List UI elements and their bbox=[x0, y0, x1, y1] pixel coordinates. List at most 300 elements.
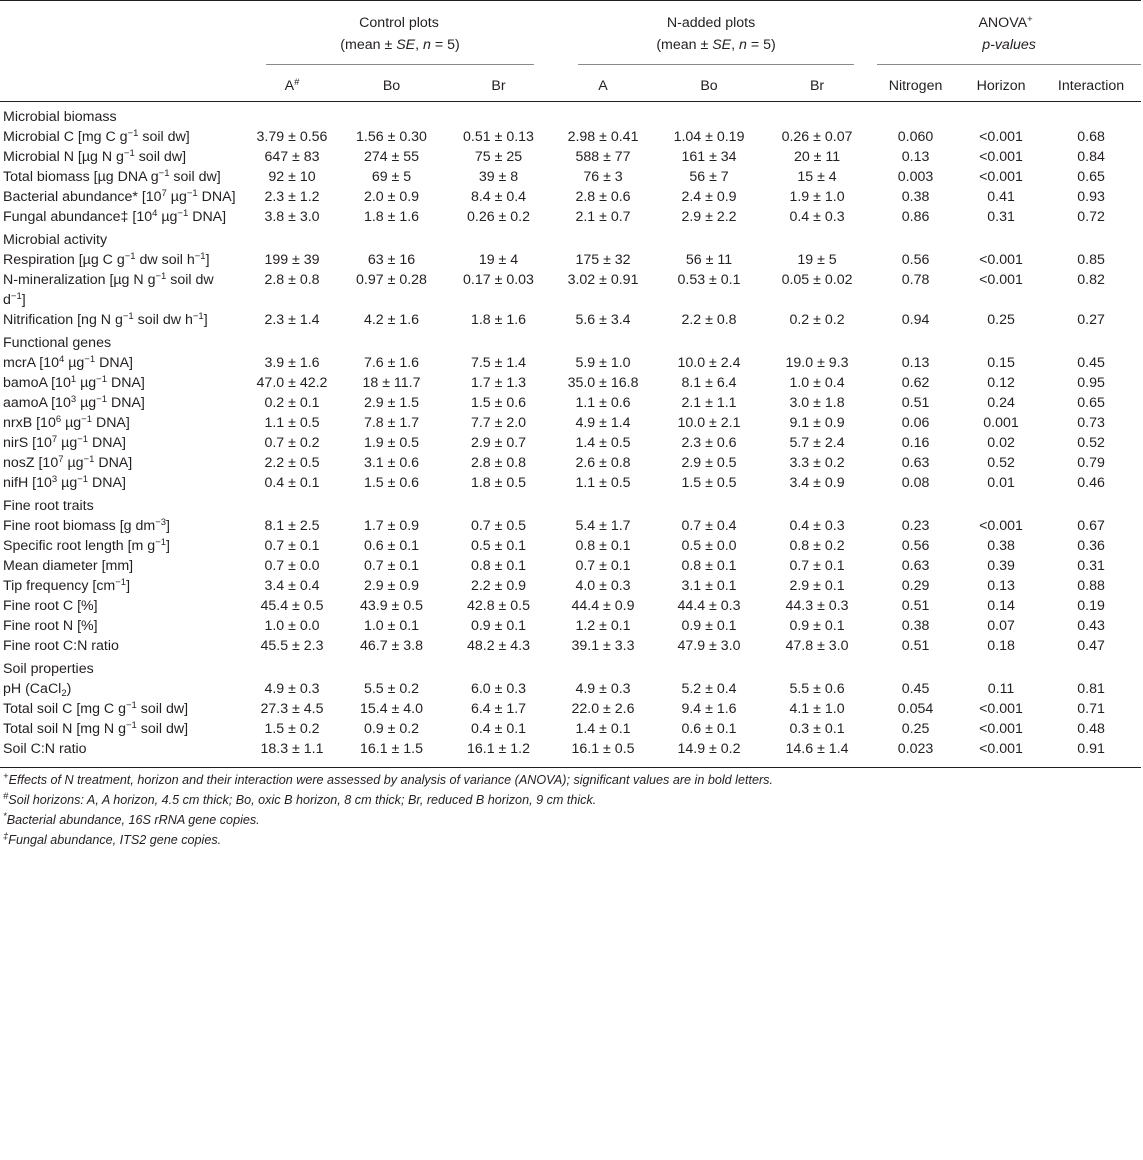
table-cell: 0.4 ± 0.1 bbox=[470, 721, 527, 737]
table-cell: 0.39 bbox=[987, 558, 1015, 574]
table-cell: 0.9 ± 0.1 bbox=[681, 618, 737, 634]
section-title: Microbial activity bbox=[3, 232, 108, 248]
table-cell: 1.2 ± 0.1 bbox=[575, 618, 631, 634]
table-cell: 2.9 ± 0.1 bbox=[789, 578, 845, 594]
table-cell: 47.9 ± 3.0 bbox=[677, 638, 741, 654]
control-sub: (mean ± SE, n = 5) bbox=[266, 34, 534, 65]
table-cell: 16.1 ± 0.5 bbox=[552, 739, 654, 768]
table-cell: 0.85 bbox=[1077, 252, 1105, 268]
table-cell: 0.65 bbox=[1077, 395, 1105, 411]
table-cell: 0.4 ± 0.3 bbox=[789, 209, 845, 225]
row-label: nifH [$10^3$ µg$^{-1}$ DNA] bbox=[3, 474, 126, 491]
table-cell: 2.1 ± 0.7 bbox=[575, 209, 631, 225]
table-cell: 4.9 ± 0.3 bbox=[575, 681, 631, 697]
row-label: Microbial C [mg C $g^{-1}$ soil dw] bbox=[3, 128, 190, 145]
table-cell: 0.003 bbox=[897, 169, 934, 185]
table-cell: 0.18 bbox=[987, 638, 1015, 654]
table-cell: 0.2 ± 0.2 bbox=[789, 312, 845, 328]
table-cell: 0.17 ± 0.03 bbox=[463, 272, 534, 288]
table-row bbox=[0, 699, 1141, 719]
row-label: Nitrification [ng N $g^{-1}$ soil dw $h^{-1}$] bbox=[3, 311, 208, 328]
table-cell: 43.9 ± 0.5 bbox=[359, 598, 423, 614]
column-header-label: Bo bbox=[700, 78, 718, 94]
table-cell: 47.8 ± 3.0 bbox=[785, 638, 849, 654]
table-cell: 45.4 ± 0.5 bbox=[260, 598, 324, 614]
table-cell: <0.001 bbox=[979, 169, 1023, 185]
table-cell: 161 ± 34 bbox=[681, 149, 737, 165]
table-cell: 0.19 bbox=[1077, 598, 1105, 614]
table-body bbox=[0, 102, 1141, 768]
table-cell: 0.51 ± 0.13 bbox=[463, 129, 534, 145]
table-cell: 18 ± 11.7 bbox=[362, 375, 421, 391]
nadded-title: N-added plots bbox=[666, 15, 756, 31]
table-cell: 0.94 bbox=[901, 312, 930, 328]
table-cell: 0.71 bbox=[1077, 701, 1105, 717]
table-cell: 2.98 ± 0.41 bbox=[567, 129, 639, 145]
table-cell: 2.8 ± 0.8 bbox=[264, 272, 320, 288]
table-cell: 0.65 bbox=[1077, 169, 1105, 185]
row-label: bamoA [$10^1$ µg$^{-1}$ DNA] bbox=[3, 374, 145, 391]
column-header-br-control bbox=[445, 71, 552, 102]
table-cell: 56 ± 7 bbox=[689, 169, 729, 185]
table-cell: 0.97 ± 0.28 bbox=[356, 272, 427, 288]
table-cell: 3.0 ± 1.8 bbox=[789, 395, 845, 411]
table-cell: 0.9 ± 0.2 bbox=[363, 721, 420, 737]
table-cell: 0.8 ± 0.2 bbox=[789, 538, 845, 554]
table-cell: 0.51 bbox=[901, 598, 930, 614]
table-cell: 44.3 ± 0.3 bbox=[785, 598, 849, 614]
table-cell: 2.9 ± 0.5 bbox=[681, 455, 737, 471]
table-cell: 175 ± 32 bbox=[575, 252, 631, 268]
table-cell: <0.001 bbox=[979, 149, 1023, 165]
table-cell: 7.8 ± 1.7 bbox=[363, 415, 420, 431]
table-cell: 5.9 ± 1.0 bbox=[575, 355, 631, 371]
table-cell: 19 ± 4 bbox=[478, 252, 519, 268]
table-cell: 47.0 ± 42.2 bbox=[256, 375, 328, 391]
table-cell: 15.4 ± 4.0 bbox=[359, 701, 423, 717]
row-label: Fine root C [%] bbox=[3, 598, 98, 614]
column-header-label: Nitrogen bbox=[888, 78, 943, 94]
section-title: Microbial biomass bbox=[3, 109, 117, 125]
footnote bbox=[3, 790, 1143, 810]
table-cell: 0.38 bbox=[987, 538, 1015, 554]
table-cell: 0.7 ± 0.1 bbox=[363, 558, 420, 574]
table-cell: <0.001 bbox=[979, 721, 1023, 737]
table-cell: 1.0 ± 0.1 bbox=[363, 618, 420, 634]
table-cell: 0.46 bbox=[1077, 475, 1105, 491]
section-header bbox=[0, 656, 1141, 679]
table-cell: 22.0 ± 2.6 bbox=[571, 701, 635, 717]
column-header-label: Horizon bbox=[976, 78, 1026, 94]
table-cell: 1.8 ± 1.6 bbox=[470, 312, 527, 328]
row-label: Fine root N [%] bbox=[3, 618, 98, 634]
table-row bbox=[0, 556, 1141, 576]
row-label: aamoA [$10^3$ µg$^{-1}$ DNA] bbox=[3, 394, 145, 411]
row-label: Mean diameter [mm] bbox=[3, 558, 134, 574]
table-cell: 2.3 ± 1.2 bbox=[264, 189, 320, 205]
table-cell: 7.5 ± 1.4 bbox=[470, 355, 527, 371]
row-label: Respiration [µg C $g^{-1}$ dw soil $h^{-1}$] bbox=[3, 251, 210, 268]
column-header-label: A bbox=[284, 78, 295, 94]
table-cell: 0.51 bbox=[901, 638, 930, 654]
table-cell: 0.7 ± 0.1 bbox=[575, 558, 631, 574]
footnote bbox=[3, 830, 1143, 850]
table-cell: 0.9 ± 0.1 bbox=[789, 618, 845, 634]
table-cell: 8.4 ± 0.4 bbox=[470, 189, 527, 205]
table-cell: 5.5 ± 0.6 bbox=[789, 681, 845, 697]
control-title: Control plots bbox=[359, 15, 439, 31]
column-header-label: A bbox=[598, 78, 608, 94]
table-cell: 274 ± 55 bbox=[363, 149, 420, 165]
table-cell: 1.1 ± 0.5 bbox=[575, 475, 631, 491]
table-cell: 0.72 bbox=[1077, 209, 1105, 225]
table-row bbox=[0, 373, 1141, 393]
table-cell: 44.4 ± 0.9 bbox=[571, 598, 635, 614]
table-cell: 647 ± 83 bbox=[264, 149, 320, 165]
column-header-horizon bbox=[961, 71, 1041, 102]
table-cell: 0.41 bbox=[987, 189, 1015, 205]
table-cell: 0.63 bbox=[901, 455, 930, 471]
table-row bbox=[0, 596, 1141, 616]
table-cell: 0.8 ± 0.1 bbox=[681, 558, 737, 574]
table-cell: 5.2 ± 0.4 bbox=[681, 681, 737, 697]
table-cell: 4.1 ± 1.0 bbox=[789, 701, 845, 717]
table-cell: 1.1 ± 0.5 bbox=[264, 415, 320, 431]
table-cell: 0.79 bbox=[1077, 455, 1105, 471]
row-label: mcrA [$10^4$ µg$^{-1}$ DNA] bbox=[3, 354, 133, 371]
table-cell: 1.5 ± 0.2 bbox=[264, 721, 320, 737]
table-cell: <0.001 bbox=[979, 252, 1023, 268]
table-cell: 0.84 bbox=[1077, 149, 1105, 165]
table-cell: 0.31 bbox=[987, 209, 1015, 225]
table-row bbox=[0, 739, 1141, 768]
table-cell: 0.63 bbox=[901, 558, 930, 574]
footnote-text: Bacterial abundance, 16S rRNA gene copies. bbox=[6, 813, 260, 827]
column-header-bo-nadded bbox=[654, 71, 764, 102]
footnote-text: Soil horizons: A, A horizon, 4.5 cm thick; Bo, oxic B horizon, 8 cm thick; Br, reduced B horizon, 9 cm thick. bbox=[8, 793, 597, 807]
table-cell: 0.3 ± 0.1 bbox=[789, 721, 845, 737]
table-cell: <0.001 bbox=[961, 739, 1041, 768]
table-cell: 0.68 bbox=[1077, 129, 1105, 145]
table-cell: 3.9 ± 1.6 bbox=[264, 355, 320, 371]
table-cell: 1.04 ± 0.19 bbox=[673, 129, 745, 145]
table-cell: 6.4 ± 1.7 bbox=[470, 701, 527, 717]
table-cell: 18.3 ± 1.1 bbox=[246, 739, 338, 768]
table-cell: 0.26 ± 0.07 bbox=[781, 129, 853, 145]
table-cell: 0.88 bbox=[1077, 578, 1105, 594]
table-row bbox=[0, 536, 1141, 556]
table-cell: 0.7 ± 0.1 bbox=[789, 558, 845, 574]
table-cell: 0.52 bbox=[987, 455, 1015, 471]
table-cell: 4.2 ± 1.6 bbox=[363, 312, 420, 328]
table-cell: 0.95 bbox=[1077, 375, 1105, 391]
table-row bbox=[0, 270, 1141, 310]
column-header-row bbox=[0, 71, 1141, 102]
table-cell: 2.9 ± 0.9 bbox=[363, 578, 420, 594]
table-cell: 63 ± 16 bbox=[367, 252, 416, 268]
table-cell: 3.4 ± 0.9 bbox=[789, 475, 845, 491]
table-cell: 10.0 ± 2.4 bbox=[677, 355, 741, 371]
footnote bbox=[3, 770, 1143, 790]
column-header-label: Br bbox=[809, 78, 825, 94]
table-cell: 0.29 bbox=[901, 578, 930, 594]
table-cell: 0.4 ± 0.3 bbox=[789, 518, 845, 534]
table-row bbox=[0, 473, 1141, 493]
table-cell: 0.05 ± 0.02 bbox=[781, 272, 853, 288]
table-cell: 0.23 bbox=[901, 518, 930, 534]
column-header-sup: # bbox=[294, 77, 300, 88]
table-row bbox=[0, 636, 1141, 656]
table-row bbox=[0, 453, 1141, 473]
table-cell: 14.6 ± 1.4 bbox=[764, 739, 870, 768]
table-cell: 69 ± 5 bbox=[371, 169, 412, 185]
table-cell: 0.62 bbox=[901, 375, 930, 391]
table-cell: 0.56 bbox=[901, 538, 930, 554]
row-label: Fine root C:N ratio bbox=[3, 638, 119, 654]
table-cell: 1.56 ± 0.30 bbox=[356, 129, 427, 145]
table-cell: 0.82 bbox=[1077, 272, 1105, 288]
table-cell: 2.4 ± 0.9 bbox=[681, 189, 737, 205]
column-header-a-nadded bbox=[552, 71, 654, 102]
anova-title: ANOVA bbox=[978, 15, 1028, 31]
table-row bbox=[0, 516, 1141, 536]
table-cell: 39 ± 8 bbox=[478, 169, 519, 185]
section-title: Soil properties bbox=[3, 661, 94, 677]
column-header-a-control bbox=[246, 71, 338, 102]
table-cell: 1.0 ± 0.4 bbox=[789, 375, 845, 391]
table-cell: 1.5 ± 0.6 bbox=[470, 395, 527, 411]
table-cell: 0.7 ± 0.0 bbox=[264, 558, 320, 574]
section-title: Fine root traits bbox=[3, 498, 94, 514]
table-cell: 4.9 ± 0.3 bbox=[264, 681, 320, 697]
table-cell: 5.7 ± 2.4 bbox=[789, 435, 845, 451]
section-header bbox=[0, 493, 1141, 516]
table-row bbox=[0, 393, 1141, 413]
table-cell: 0.16 bbox=[901, 435, 930, 451]
table-cell: 2.1 ± 1.1 bbox=[681, 395, 737, 411]
table-cell: 0.93 bbox=[1077, 189, 1105, 205]
table-row bbox=[0, 679, 1141, 699]
table-row bbox=[0, 719, 1141, 739]
table-cell: 0.8 ± 0.1 bbox=[575, 538, 631, 554]
footnote-mark: + bbox=[3, 771, 9, 782]
footnote-mark: * bbox=[3, 811, 7, 822]
table-cell: 0.8 ± 0.1 bbox=[470, 558, 527, 574]
row-label: Microbial N [µg N $g^{-1}$ soil dw] bbox=[3, 148, 187, 165]
table-cell: 19 ± 5 bbox=[797, 252, 837, 268]
table-cell: 0.53 ± 0.1 bbox=[677, 272, 741, 288]
table-cell: 76 ± 3 bbox=[583, 169, 623, 185]
table-cell: 10.0 ± 2.1 bbox=[677, 415, 741, 431]
table-cell: 2.2 ± 0.5 bbox=[264, 455, 320, 471]
section-header bbox=[0, 102, 1141, 128]
table-cell: 1.1 ± 0.6 bbox=[575, 395, 631, 411]
table-row bbox=[0, 413, 1141, 433]
table-cell: 0.054 bbox=[897, 701, 934, 717]
table-cell: 0.7 ± 0.1 bbox=[264, 538, 320, 554]
table-cell: 0.15 bbox=[987, 355, 1015, 371]
table-row bbox=[0, 207, 1141, 227]
table-cell: 0.07 bbox=[987, 618, 1015, 634]
footnote-mark: ‡ bbox=[3, 831, 9, 842]
table-cell: 1.7 ± 0.9 bbox=[363, 518, 420, 534]
table-cell: 0.78 bbox=[901, 272, 930, 288]
row-label: Soil C:N ratio bbox=[0, 739, 246, 768]
table-cell: 0.81 bbox=[1077, 681, 1105, 697]
table-cell: 0.001 bbox=[983, 415, 1019, 431]
table-cell: 2.8 ± 0.6 bbox=[575, 189, 631, 205]
row-label: Fungal abundance‡ [$10^4$ µg$^{-1}$ DNA] bbox=[3, 208, 227, 225]
table-cell: 0.48 bbox=[1077, 721, 1105, 737]
section-header bbox=[0, 227, 1141, 250]
column-header-br-nadded bbox=[764, 71, 870, 102]
table-cell: 0.51 bbox=[901, 395, 930, 411]
table-cell: 3.8 ± 3.0 bbox=[264, 209, 320, 225]
table-cell: <0.001 bbox=[979, 518, 1023, 534]
table-cell: 1.8 ± 1.6 bbox=[363, 209, 420, 225]
table-cell: 20 ± 11 bbox=[793, 149, 841, 165]
row-label: Total soil C [mg C $g^{-1}$ soil dw] bbox=[3, 700, 189, 717]
table-cell: 0.11 bbox=[987, 681, 1015, 697]
table-cell: 46.7 ± 3.8 bbox=[359, 638, 423, 654]
footnote bbox=[3, 810, 1143, 830]
table-cell: 0.06 bbox=[901, 415, 930, 431]
table-cell: <0.001 bbox=[979, 129, 1023, 145]
table-cell: 0.73 bbox=[1077, 415, 1105, 431]
table-cell: 0.060 bbox=[897, 129, 934, 145]
table-cell: 19.0 ± 9.3 bbox=[785, 355, 849, 371]
column-header-interaction bbox=[1041, 71, 1141, 102]
table-row bbox=[0, 433, 1141, 453]
table-cell: 56 ± 11 bbox=[685, 252, 733, 268]
table-cell: 0.56 bbox=[901, 252, 930, 268]
table-cell: 0.36 bbox=[1077, 538, 1105, 554]
table-cell: 0.47 bbox=[1077, 638, 1105, 654]
table-row bbox=[0, 576, 1141, 596]
footnotes bbox=[0, 770, 1143, 850]
table-cell: 3.4 ± 0.4 bbox=[264, 578, 320, 594]
table-cell: 2.6 ± 0.8 bbox=[575, 455, 631, 471]
table-cell: 7.6 ± 1.6 bbox=[363, 355, 420, 371]
table-cell: 3.1 ± 0.6 bbox=[363, 455, 420, 471]
row-label: Total soil N [mg N $g^{-1}$ soil dw] bbox=[3, 720, 189, 737]
table-cell: 16.1 ± 1.5 bbox=[338, 739, 445, 768]
table-cell: 1.7 ± 1.3 bbox=[470, 375, 527, 391]
table-cell: 92 ± 10 bbox=[268, 169, 316, 185]
column-header-label: Bo bbox=[382, 78, 401, 94]
table-cell: 3.79 ± 0.56 bbox=[256, 129, 328, 145]
nadded-sub: (mean ± SE, n = 5) bbox=[578, 34, 854, 65]
table-cell: 0.25 bbox=[987, 312, 1015, 328]
column-header-label: Br bbox=[491, 78, 506, 94]
table-cell: 0.02 bbox=[987, 435, 1015, 451]
table-cell: 75 ± 25 bbox=[474, 149, 523, 165]
table-cell: 0.7 ± 0.4 bbox=[681, 518, 737, 534]
table-cell: 588 ± 77 bbox=[575, 149, 631, 165]
table-cell: 1.5 ± 0.5 bbox=[681, 475, 737, 491]
table-cell: <0.001 bbox=[979, 701, 1023, 717]
column-header-bo-control bbox=[338, 71, 445, 102]
table-cell: 2.9 ± 2.2 bbox=[681, 209, 737, 225]
table-row bbox=[0, 353, 1141, 373]
section-title: Functional genes bbox=[3, 335, 112, 351]
table-cell: 0.08 bbox=[901, 475, 930, 491]
table-cell: 0.9 ± 0.1 bbox=[470, 618, 527, 634]
table-cell: 48.2 ± 4.3 bbox=[467, 638, 531, 654]
row-label: Specific root length [m $g^{-1}$] bbox=[3, 537, 170, 554]
table-cell: 44.4 ± 0.3 bbox=[677, 598, 741, 614]
table-cell: 0.45 bbox=[901, 681, 930, 697]
column-header-label: Interaction bbox=[1057, 78, 1125, 94]
row-label: Tip frequency $[cm^{-1}]$ bbox=[3, 577, 131, 594]
table-cell: 4.9 ± 1.4 bbox=[575, 415, 631, 431]
table-cell: 0.26 ± 0.2 bbox=[467, 209, 531, 225]
table-cell: 0.67 bbox=[1077, 518, 1105, 534]
row-label: N-mineralization [µg N $g^{-1}$ soil dw $d^{-1}$] bbox=[3, 271, 214, 308]
table-cell: 39.1 ± 3.3 bbox=[571, 638, 635, 654]
table-cell: 5.6 ± 3.4 bbox=[575, 312, 631, 328]
table-cell: 42.8 ± 0.5 bbox=[467, 598, 531, 614]
row-label: nosZ [$10^7$ µg$^{-1}$ DNA] bbox=[3, 454, 133, 471]
row-label: Fine root biomass [g $dm^{-3}$] bbox=[3, 517, 170, 534]
table-cell: 0.12 bbox=[987, 375, 1015, 391]
row-label: nrxB [$10^6$ µg$^{-1}$ DNA] bbox=[3, 414, 130, 431]
section-header bbox=[0, 330, 1141, 353]
table-cell: 0.86 bbox=[901, 209, 930, 225]
table-cell: 0.38 bbox=[901, 618, 930, 634]
table-cell: <0.001 bbox=[979, 272, 1023, 288]
table-cell: 1.4 ± 0.1 bbox=[575, 721, 631, 737]
footnote-text: Fungal abundance, ITS2 gene copies. bbox=[8, 833, 222, 847]
table-row bbox=[0, 167, 1141, 187]
table-row bbox=[0, 310, 1141, 330]
table-cell: 0.01 bbox=[987, 475, 1015, 491]
table-cell: 0.91 bbox=[1041, 739, 1141, 768]
table-cell: 15 ± 4 bbox=[797, 169, 837, 185]
row-label: Total biomass [µg DNA $g^{-1}$ soil dw] bbox=[3, 168, 221, 185]
table-cell: 0.5 ± 0.0 bbox=[681, 538, 737, 554]
anova-title-sup: + bbox=[1027, 14, 1033, 25]
table-cell: 0.24 bbox=[987, 395, 1015, 411]
table-cell: 199 ± 39 bbox=[264, 252, 320, 268]
table-cell: 0.7 ± 0.2 bbox=[264, 435, 320, 451]
table-cell: 0.25 bbox=[901, 721, 930, 737]
table-row bbox=[0, 187, 1141, 207]
table-row bbox=[0, 616, 1141, 636]
table-cell: 0.13 bbox=[987, 578, 1015, 594]
column-header-nitrogen bbox=[870, 71, 961, 102]
table-cell: 0.38 bbox=[901, 189, 930, 205]
table-cell: 0.43 bbox=[1077, 618, 1105, 634]
table-cell: 7.7 ± 2.0 bbox=[470, 415, 527, 431]
table-cell: 2.3 ± 1.4 bbox=[264, 312, 320, 328]
table-cell: 27.3 ± 4.5 bbox=[260, 701, 324, 717]
table-cell: 0.6 ± 0.1 bbox=[681, 721, 737, 737]
table-cell: 2.9 ± 0.7 bbox=[470, 435, 527, 451]
table-cell: 4.0 ± 0.3 bbox=[575, 578, 631, 594]
table-row bbox=[0, 127, 1141, 147]
table-cell: 1.0 ± 0.0 bbox=[264, 618, 320, 634]
table-cell: 35.0 ± 16.8 bbox=[567, 375, 639, 391]
table-cell: 14.9 ± 0.2 bbox=[654, 739, 764, 768]
table-cell: 1.8 ± 0.5 bbox=[470, 475, 527, 491]
table-cell: 1.5 ± 0.6 bbox=[363, 475, 420, 491]
table-cell: 9.1 ± 0.9 bbox=[789, 415, 845, 431]
table-cell: 2.3 ± 0.6 bbox=[681, 435, 737, 451]
table-cell: 0.52 bbox=[1077, 435, 1105, 451]
table-cell: 0.14 bbox=[987, 598, 1015, 614]
table-cell: 0.31 bbox=[1077, 558, 1105, 574]
